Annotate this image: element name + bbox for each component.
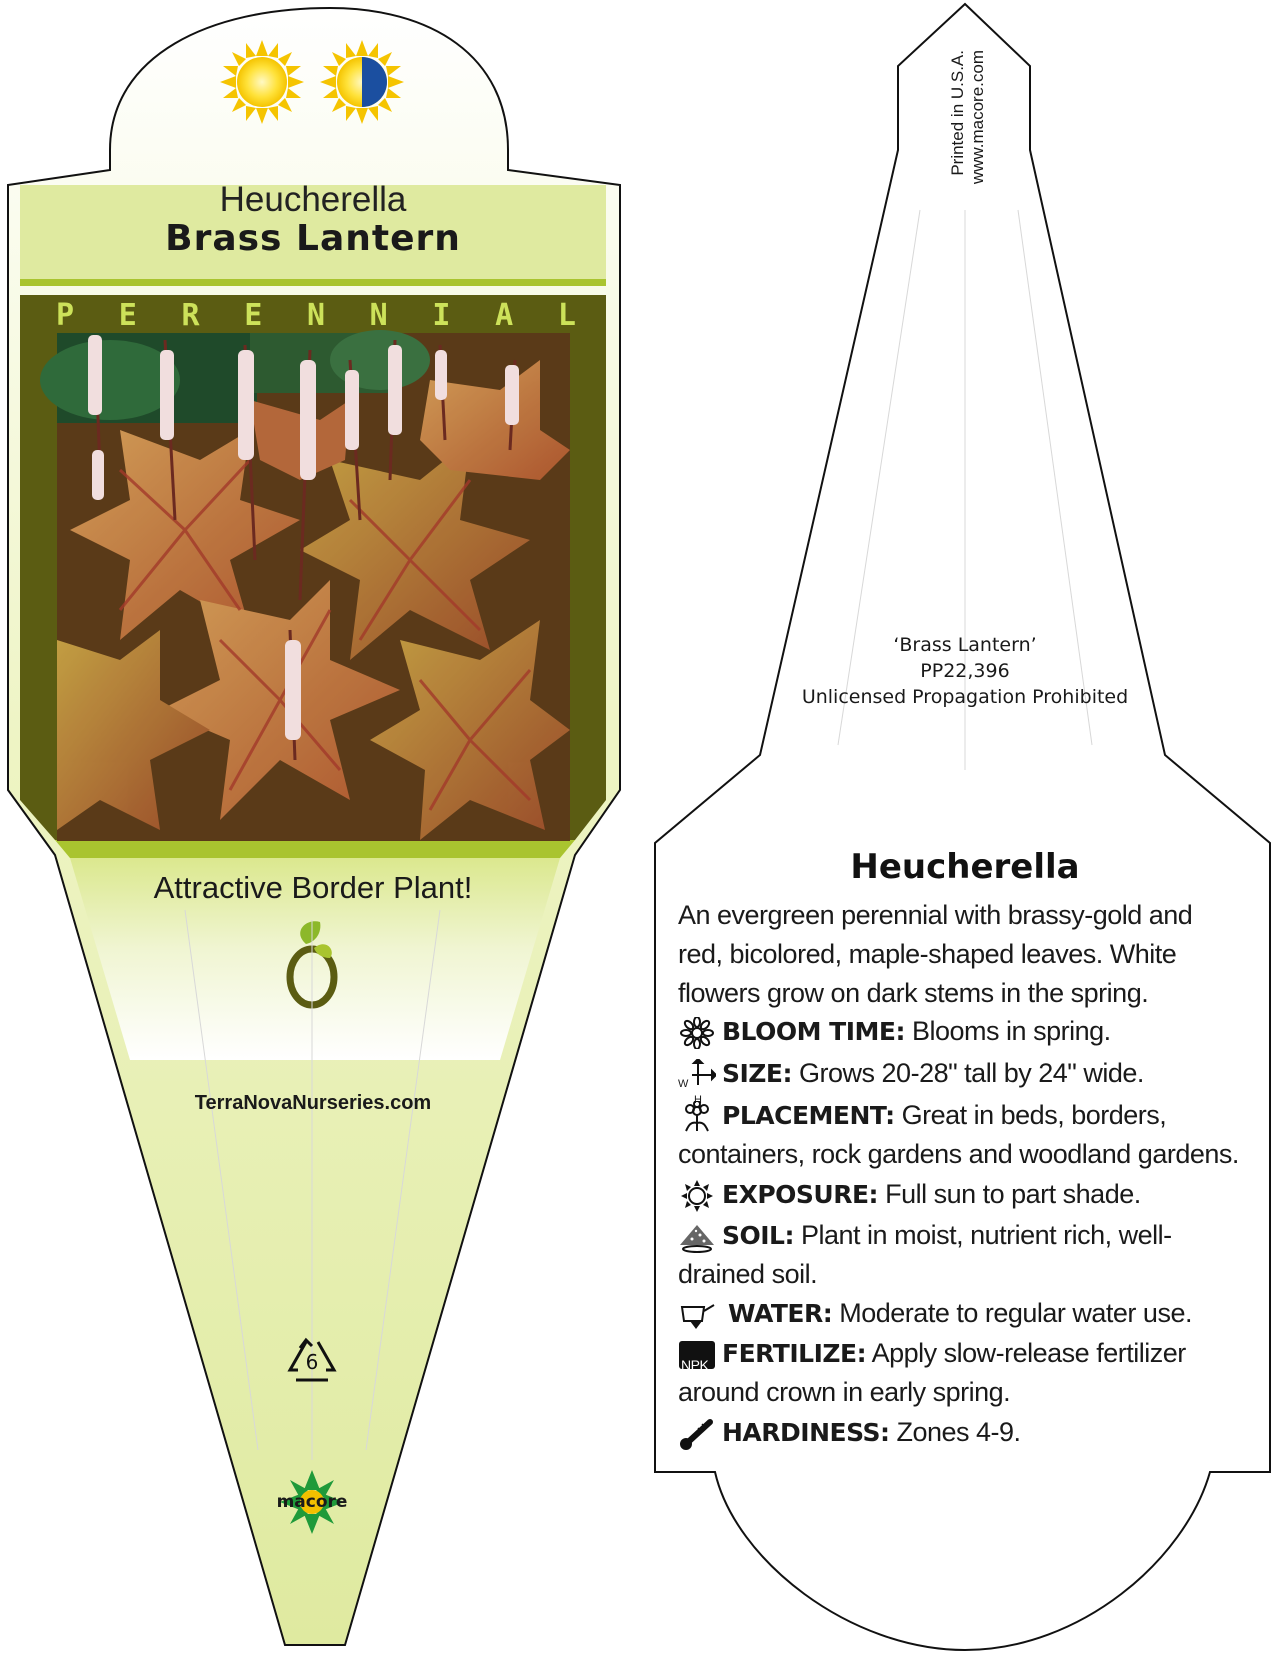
sun-icon	[678, 1180, 718, 1212]
placement-flower-icon	[678, 1101, 718, 1133]
perennial-banner	[56, 298, 576, 334]
size-h-label: H	[694, 1093, 702, 1106]
perennial-letter: N	[306, 298, 325, 333]
website-link: TerraNovaNurseries.com	[194, 1092, 432, 1114]
perennial-letter: E	[118, 298, 137, 333]
cultivar-name: Brass Lantern	[165, 218, 461, 259]
thermometer-icon	[678, 1418, 718, 1450]
printed-in: Printed in U.S.A.	[948, 50, 967, 176]
patent-number: PP22,396	[920, 660, 1010, 682]
size-label: SIZE:	[722, 1059, 793, 1088]
soil-icon	[678, 1221, 718, 1253]
perennial-letter: P	[56, 298, 75, 333]
hardiness-text: Zones 4-9.	[896, 1417, 1021, 1447]
hardiness-label: HARDINESS:	[722, 1418, 890, 1447]
info-soil	[678, 1216, 1248, 1293]
watering-can-icon	[678, 1299, 724, 1331]
printer-logo: macore	[276, 1492, 348, 1512]
bloom-time-text: Blooms in spring.	[912, 1016, 1111, 1046]
bloom-time-label: BLOOM TIME:	[722, 1017, 905, 1046]
perennial-letter: N	[369, 298, 388, 333]
common-name: Heucherella	[219, 180, 407, 219]
tagline: Attractive Border Plant!	[153, 870, 473, 905]
recycle-code: 6	[305, 1350, 319, 1374]
patent-cultivar: ‘Brass Lantern’	[893, 634, 1037, 656]
perennial-letter: L	[557, 298, 576, 333]
printer-credit	[948, 50, 988, 220]
info-hardiness	[678, 1413, 1248, 1452]
plant-description: An evergreen perennial with brassy-gold and red, bicolored, maple-shaped leaves. White flowers grow on dark stems in the spring.	[678, 900, 1193, 1008]
npk-text: NPK	[681, 1356, 709, 1373]
exposure-label: EXPOSURE:	[722, 1180, 879, 1209]
size-arrows-icon	[678, 1059, 718, 1106]
soil-text: Plant in moist, nutrient rich, well-drained soil.	[678, 1220, 1172, 1289]
water-label: WATER:	[728, 1299, 833, 1328]
full-sun-icon	[220, 40, 304, 124]
info-bloom-time	[678, 1012, 1248, 1051]
exposure-text: Full sun to part shade.	[885, 1179, 1141, 1209]
info-exposure	[678, 1175, 1248, 1214]
info-water	[678, 1294, 1248, 1333]
placement-label: PLACEMENT:	[722, 1101, 895, 1130]
flower-icon	[678, 1017, 718, 1049]
size-text: Grows 20-28" tall by 24" wide.	[799, 1058, 1144, 1088]
part-shade-icon	[320, 40, 404, 124]
perennial-letter: I	[432, 298, 451, 333]
fertilize-label: FERTILIZE:	[722, 1339, 867, 1368]
perennial-letter: A	[495, 298, 514, 333]
size-w-label: W	[678, 1077, 688, 1090]
perennial-letter: R	[181, 298, 200, 333]
placement-text: Great in beds, borders, containers, rock gardens and woodland gardens.	[678, 1100, 1239, 1169]
info-fertilize	[678, 1334, 1248, 1411]
npk-icon	[678, 1339, 718, 1371]
patent-block	[770, 632, 1160, 710]
info-size	[678, 1054, 1248, 1106]
soil-label: SOIL:	[722, 1221, 794, 1250]
info-placement	[678, 1096, 1248, 1173]
back-title: Heucherella	[850, 847, 1080, 887]
printer-site: www.macore.com	[968, 50, 987, 185]
patent-notice: Unlicensed Propagation Prohibited	[801, 686, 1129, 708]
perennial-letter: E	[244, 298, 263, 333]
fertilize-text: Apply slow-release fertilizer around crown in early spring.	[678, 1338, 1186, 1407]
heucherella-foliage-photo	[40, 330, 570, 841]
water-text: Moderate to regular water use.	[839, 1298, 1192, 1328]
